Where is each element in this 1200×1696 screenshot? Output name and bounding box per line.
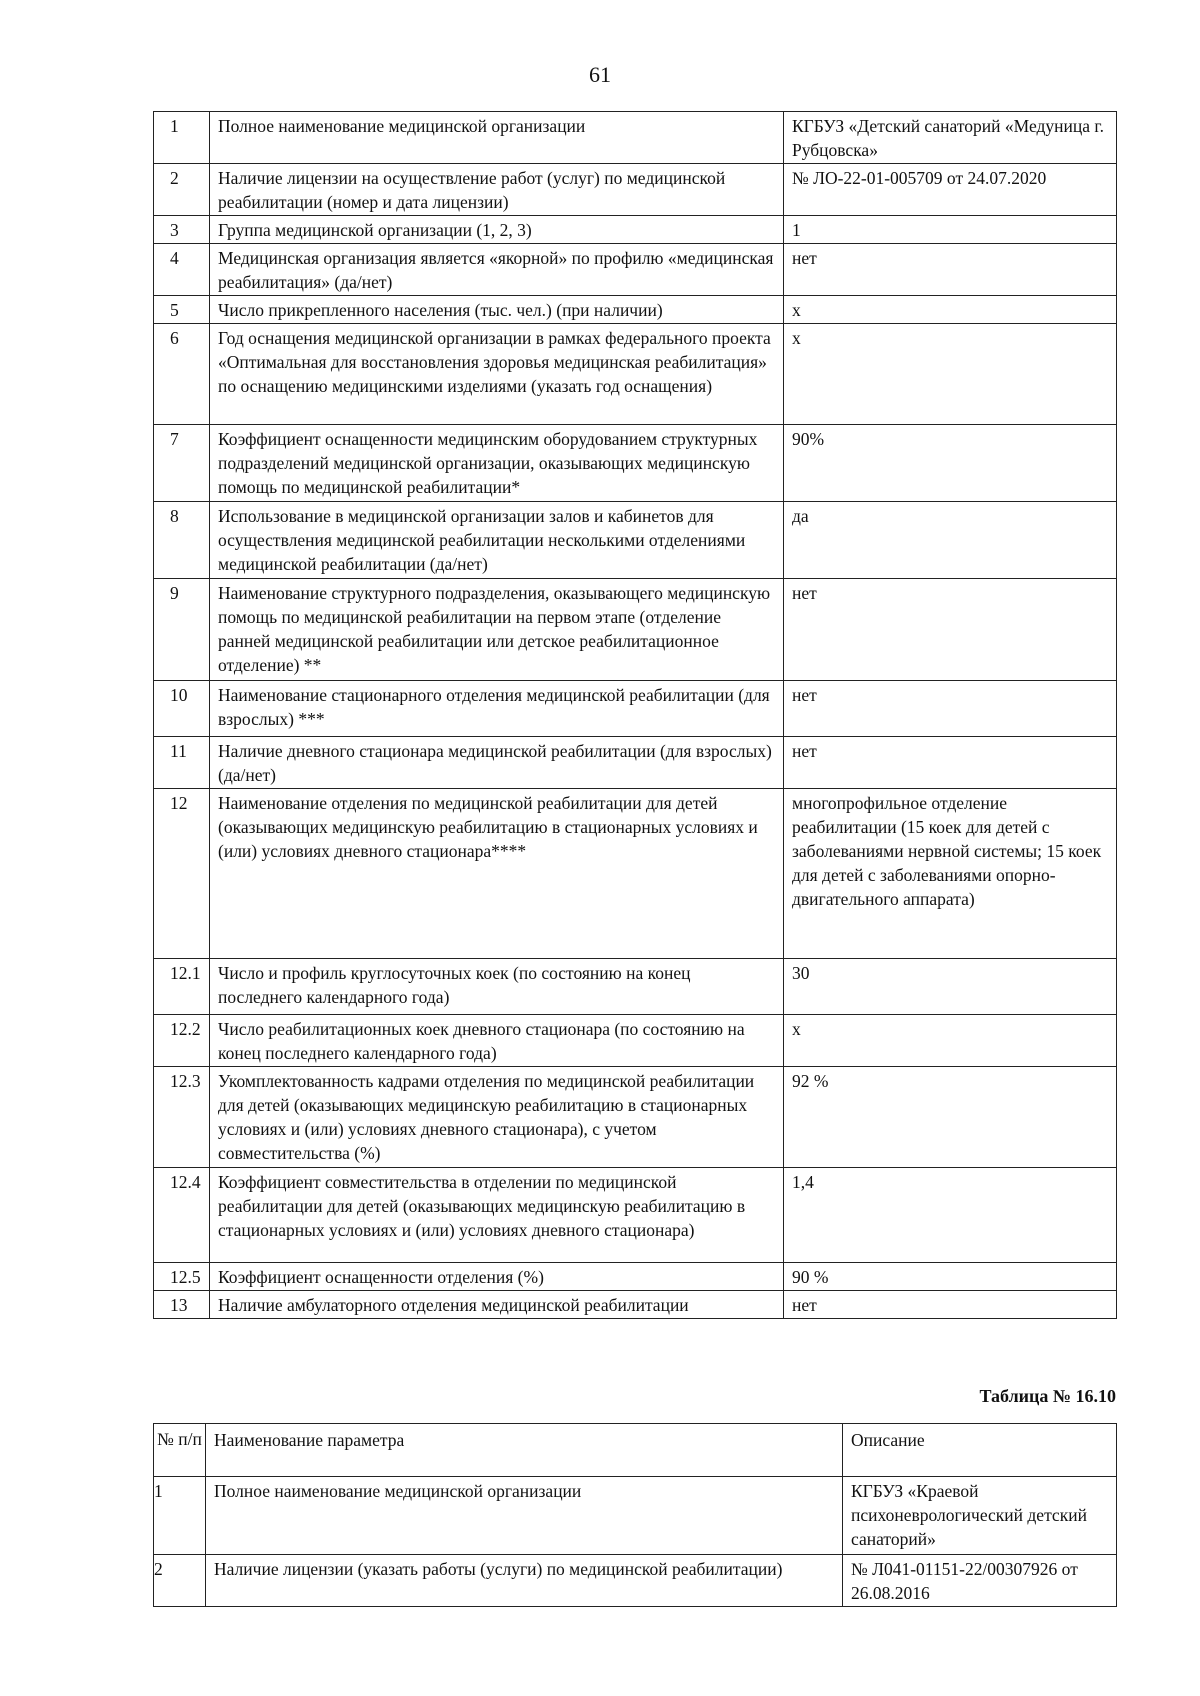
table-row bbox=[154, 1067, 1117, 1168]
row-number: 2 bbox=[154, 1555, 206, 1607]
header-value: Описание bbox=[843, 1424, 1117, 1477]
param-name: Полное наименование медицинской организации bbox=[210, 112, 784, 164]
param-value: 90 % bbox=[784, 1263, 1117, 1291]
row-number: 7 bbox=[154, 425, 210, 502]
row-number: 12.2 bbox=[154, 1015, 210, 1067]
table-row bbox=[154, 1291, 1117, 1319]
table-row bbox=[154, 425, 1117, 502]
table-row bbox=[154, 1555, 1117, 1607]
row-number: 4 bbox=[154, 244, 210, 296]
row-number: 12.3 bbox=[154, 1067, 210, 1168]
table-row bbox=[154, 216, 1117, 244]
param-name: Наименование структурного подразделения, оказывающего медицинскую помощь по медицинской реабилитации на первом этапе (отделение ранней медицинской реабилитации или детское реабилитационное отделение) ** bbox=[210, 579, 784, 681]
row-number: 2 bbox=[154, 164, 210, 216]
param-value: да bbox=[784, 502, 1117, 579]
param-value: многопрофильное отделение реабилитации (15 коек для детей с заболеваниями нервной системы; 15 коек для детей с заболеваниями опорно-двигательного аппарата) bbox=[784, 789, 1117, 959]
table-row bbox=[154, 579, 1117, 681]
row-number: 10 bbox=[154, 681, 210, 737]
param-name: Наличие лицензии (указать работы (услуги) по медицинской реабилитации) bbox=[206, 1555, 843, 1607]
table-row bbox=[154, 681, 1117, 737]
table-row bbox=[154, 1477, 1117, 1555]
table-row bbox=[154, 324, 1117, 425]
row-number: 12.5 bbox=[154, 1263, 210, 1291]
param-value: нет bbox=[784, 579, 1117, 681]
row-number: 9 bbox=[154, 579, 210, 681]
param-value: 90% bbox=[784, 425, 1117, 502]
table-row bbox=[154, 1015, 1117, 1067]
row-number: 11 bbox=[154, 737, 210, 789]
table-row bbox=[154, 112, 1117, 164]
param-value: х bbox=[784, 1015, 1117, 1067]
row-number: 5 bbox=[154, 296, 210, 324]
param-value: х bbox=[784, 296, 1117, 324]
param-name: Наименование отделения по медицинской реабилитации для детей (оказывающих медицинскую реабилитацию в стационарных условиях и (или) условиях дневного стационара**** bbox=[210, 789, 784, 959]
table-row bbox=[154, 1168, 1117, 1263]
param-name: Полное наименование медицинской организации bbox=[206, 1477, 843, 1555]
param-name: Укомплектованность кадрами отделения по медицинской реабилитации для детей (оказывающих медицинскую реабилитацию в стационарных условиях и (или) условиях дневного стационара), с учетом совместительства (%) bbox=[210, 1067, 784, 1168]
param-name: Коэффициент оснащенности отделения (%) bbox=[210, 1263, 784, 1291]
param-name: Наличие лицензии на осуществление работ (услуг) по медицинской реабилитации (номер и дата лицензии) bbox=[210, 164, 784, 216]
header-number: № п/п bbox=[154, 1424, 206, 1477]
param-name: Наличие амбулаторного отделения медицинской реабилитации bbox=[210, 1291, 784, 1319]
page-number: 61 bbox=[589, 62, 611, 87]
row-number: 12.1 bbox=[154, 959, 210, 1015]
row-number: 12 bbox=[154, 789, 210, 959]
param-value: 92 % bbox=[784, 1067, 1117, 1168]
organization-params-table bbox=[153, 111, 1117, 1319]
param-name: Число и профиль круглосуточных коек (по состоянию на конец последнего календарного года) bbox=[210, 959, 784, 1015]
param-name: Число реабилитационных коек дневного стационара (по состоянию на конец последнего календарного года) bbox=[210, 1015, 784, 1067]
table-row bbox=[154, 959, 1117, 1015]
param-name: Медицинская организация является «якорной» по профилю «медицинская реабилитация» (да/нет) bbox=[210, 244, 784, 296]
param-name: Коэффициент совместительства в отделении по медицинской реабилитации для детей (оказывающих медицинскую реабилитацию в стационарных условиях и (или) условиях дневного стационара) bbox=[210, 1168, 784, 1263]
row-number: 13 bbox=[154, 1291, 210, 1319]
param-value: 1,4 bbox=[784, 1168, 1117, 1263]
row-number: 1 bbox=[154, 112, 210, 164]
param-value: х bbox=[784, 324, 1117, 425]
table-row bbox=[154, 164, 1117, 216]
table-row bbox=[154, 502, 1117, 579]
row-number: 6 bbox=[154, 324, 210, 425]
param-value: нет bbox=[784, 244, 1117, 296]
param-name: Число прикрепленного населения (тыс. чел.) (при наличии) bbox=[210, 296, 784, 324]
header-param: Наименование параметра bbox=[206, 1424, 843, 1477]
sanatorium-params-table bbox=[153, 1423, 1117, 1607]
param-value: 30 bbox=[784, 959, 1117, 1015]
table-row bbox=[154, 1263, 1117, 1291]
param-value: № Л041-01151-22/00307926 от 26.08.2016 bbox=[843, 1555, 1117, 1607]
table-row bbox=[154, 737, 1117, 789]
row-number: 8 bbox=[154, 502, 210, 579]
table-row bbox=[154, 296, 1117, 324]
table-header-row bbox=[154, 1424, 1117, 1477]
param-value: нет bbox=[784, 681, 1117, 737]
row-number: 3 bbox=[154, 216, 210, 244]
param-value: нет bbox=[784, 1291, 1117, 1319]
param-name: Коэффициент оснащенности медицинским оборудованием структурных подразделений медицинской организации, оказывающих медицинскую помощь по медицинской реабилитации* bbox=[210, 425, 784, 502]
param-name: Использование в медицинской организации залов и кабинетов для осуществления медицинской реабилитации несколькими отделениями медицинской реабилитации (да/нет) bbox=[210, 502, 784, 579]
param-name: Наименование стационарного отделения медицинской реабилитации (для взрослых) *** bbox=[210, 681, 784, 737]
param-value: КГБУЗ «Краевой психоневрологический детский санаторий» bbox=[843, 1477, 1117, 1555]
param-value: нет bbox=[784, 737, 1117, 789]
table-row bbox=[154, 789, 1117, 959]
param-value: № ЛО-22-01-005709 от 24.07.2020 bbox=[784, 164, 1117, 216]
table-caption: Таблица № 16.10 bbox=[979, 1386, 1116, 1406]
param-name: Наличие дневного стационара медицинской реабилитации (для взрослых) (да/нет) bbox=[210, 737, 784, 789]
param-value: КГБУЗ «Детский санаторий «Медуница г. Рубцовска» bbox=[784, 112, 1117, 164]
param-name: Группа медицинской организации (1, 2, 3) bbox=[210, 216, 784, 244]
row-number: 12.4 bbox=[154, 1168, 210, 1263]
param-name: Год оснащения медицинской организации в рамках федерального проекта «Оптимальная для восстановления здоровья медицинская реабилитация» по оснащению медицинскими изделиями (указать год оснащения) bbox=[210, 324, 784, 425]
param-value: 1 bbox=[784, 216, 1117, 244]
row-number: 1 bbox=[154, 1477, 206, 1555]
table-row bbox=[154, 244, 1117, 296]
